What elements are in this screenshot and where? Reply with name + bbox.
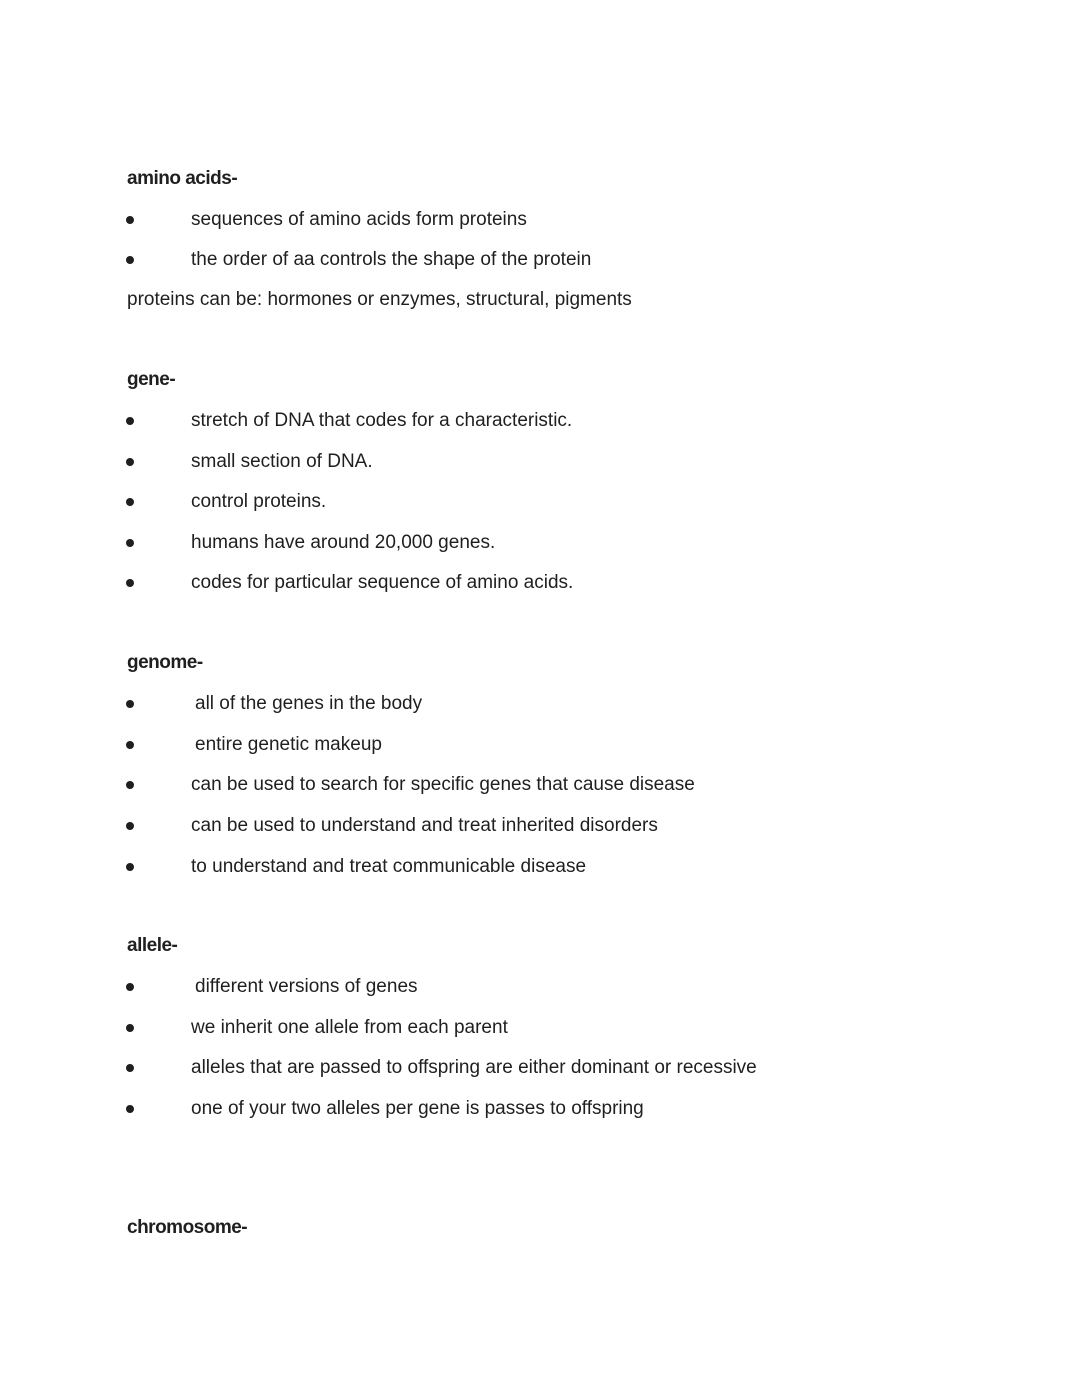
bullet-icon	[126, 781, 134, 789]
bullet-icon	[126, 983, 134, 991]
list-item: entire genetic makeup	[195, 734, 382, 755]
bullet-icon	[126, 863, 134, 871]
list-item: can be used to understand and treat inherited disorders	[191, 815, 658, 836]
bullet-icon	[126, 1105, 134, 1113]
list-item: stretch of DNA that codes for a characteristic.	[191, 410, 573, 431]
heading-amino-acids: amino acids-	[127, 168, 238, 189]
bullet-icon	[126, 458, 134, 466]
bullet-icon	[126, 822, 134, 830]
bullet-icon	[126, 216, 134, 224]
bullet-icon	[126, 417, 134, 425]
bullet-icon	[126, 579, 134, 587]
list-item: sequences of amino acids form proteins	[191, 209, 527, 230]
list-item: one of your two alleles per gene is passes to offspring	[191, 1098, 644, 1119]
bullet-icon	[126, 1064, 134, 1072]
proteins-note: proteins can be: hormones or enzymes, structural, pigments	[127, 289, 632, 310]
bullet-icon	[126, 741, 134, 749]
list-item: small section of DNA.	[191, 451, 373, 472]
heading-allele: allele-	[127, 935, 178, 956]
heading-chromosome: chromosome-	[127, 1217, 248, 1238]
heading-genome: genome-	[127, 652, 203, 673]
list-item: we inherit one allele from each parent	[191, 1017, 508, 1038]
list-item: codes for particular sequence of amino acids.	[191, 572, 574, 593]
bullet-icon	[126, 539, 134, 547]
list-item: alleles that are passed to offspring are either dominant or recessive	[191, 1057, 757, 1078]
list-item: to understand and treat communicable disease	[191, 856, 587, 877]
bullet-icon	[126, 498, 134, 506]
bullet-icon	[126, 700, 134, 708]
list-item: different versions of genes	[195, 976, 418, 997]
heading-gene: gene-	[127, 369, 176, 390]
list-item: humans have around 20,000 genes.	[191, 532, 496, 553]
bullet-icon	[126, 256, 134, 264]
list-item: all of the genes in the body	[195, 693, 423, 714]
list-item: can be used to search for specific genes that cause disease	[191, 774, 695, 795]
list-item: the order of aa controls the shape of the protein	[191, 249, 592, 270]
bullet-icon	[126, 1024, 134, 1032]
list-item: control proteins.	[191, 491, 327, 512]
